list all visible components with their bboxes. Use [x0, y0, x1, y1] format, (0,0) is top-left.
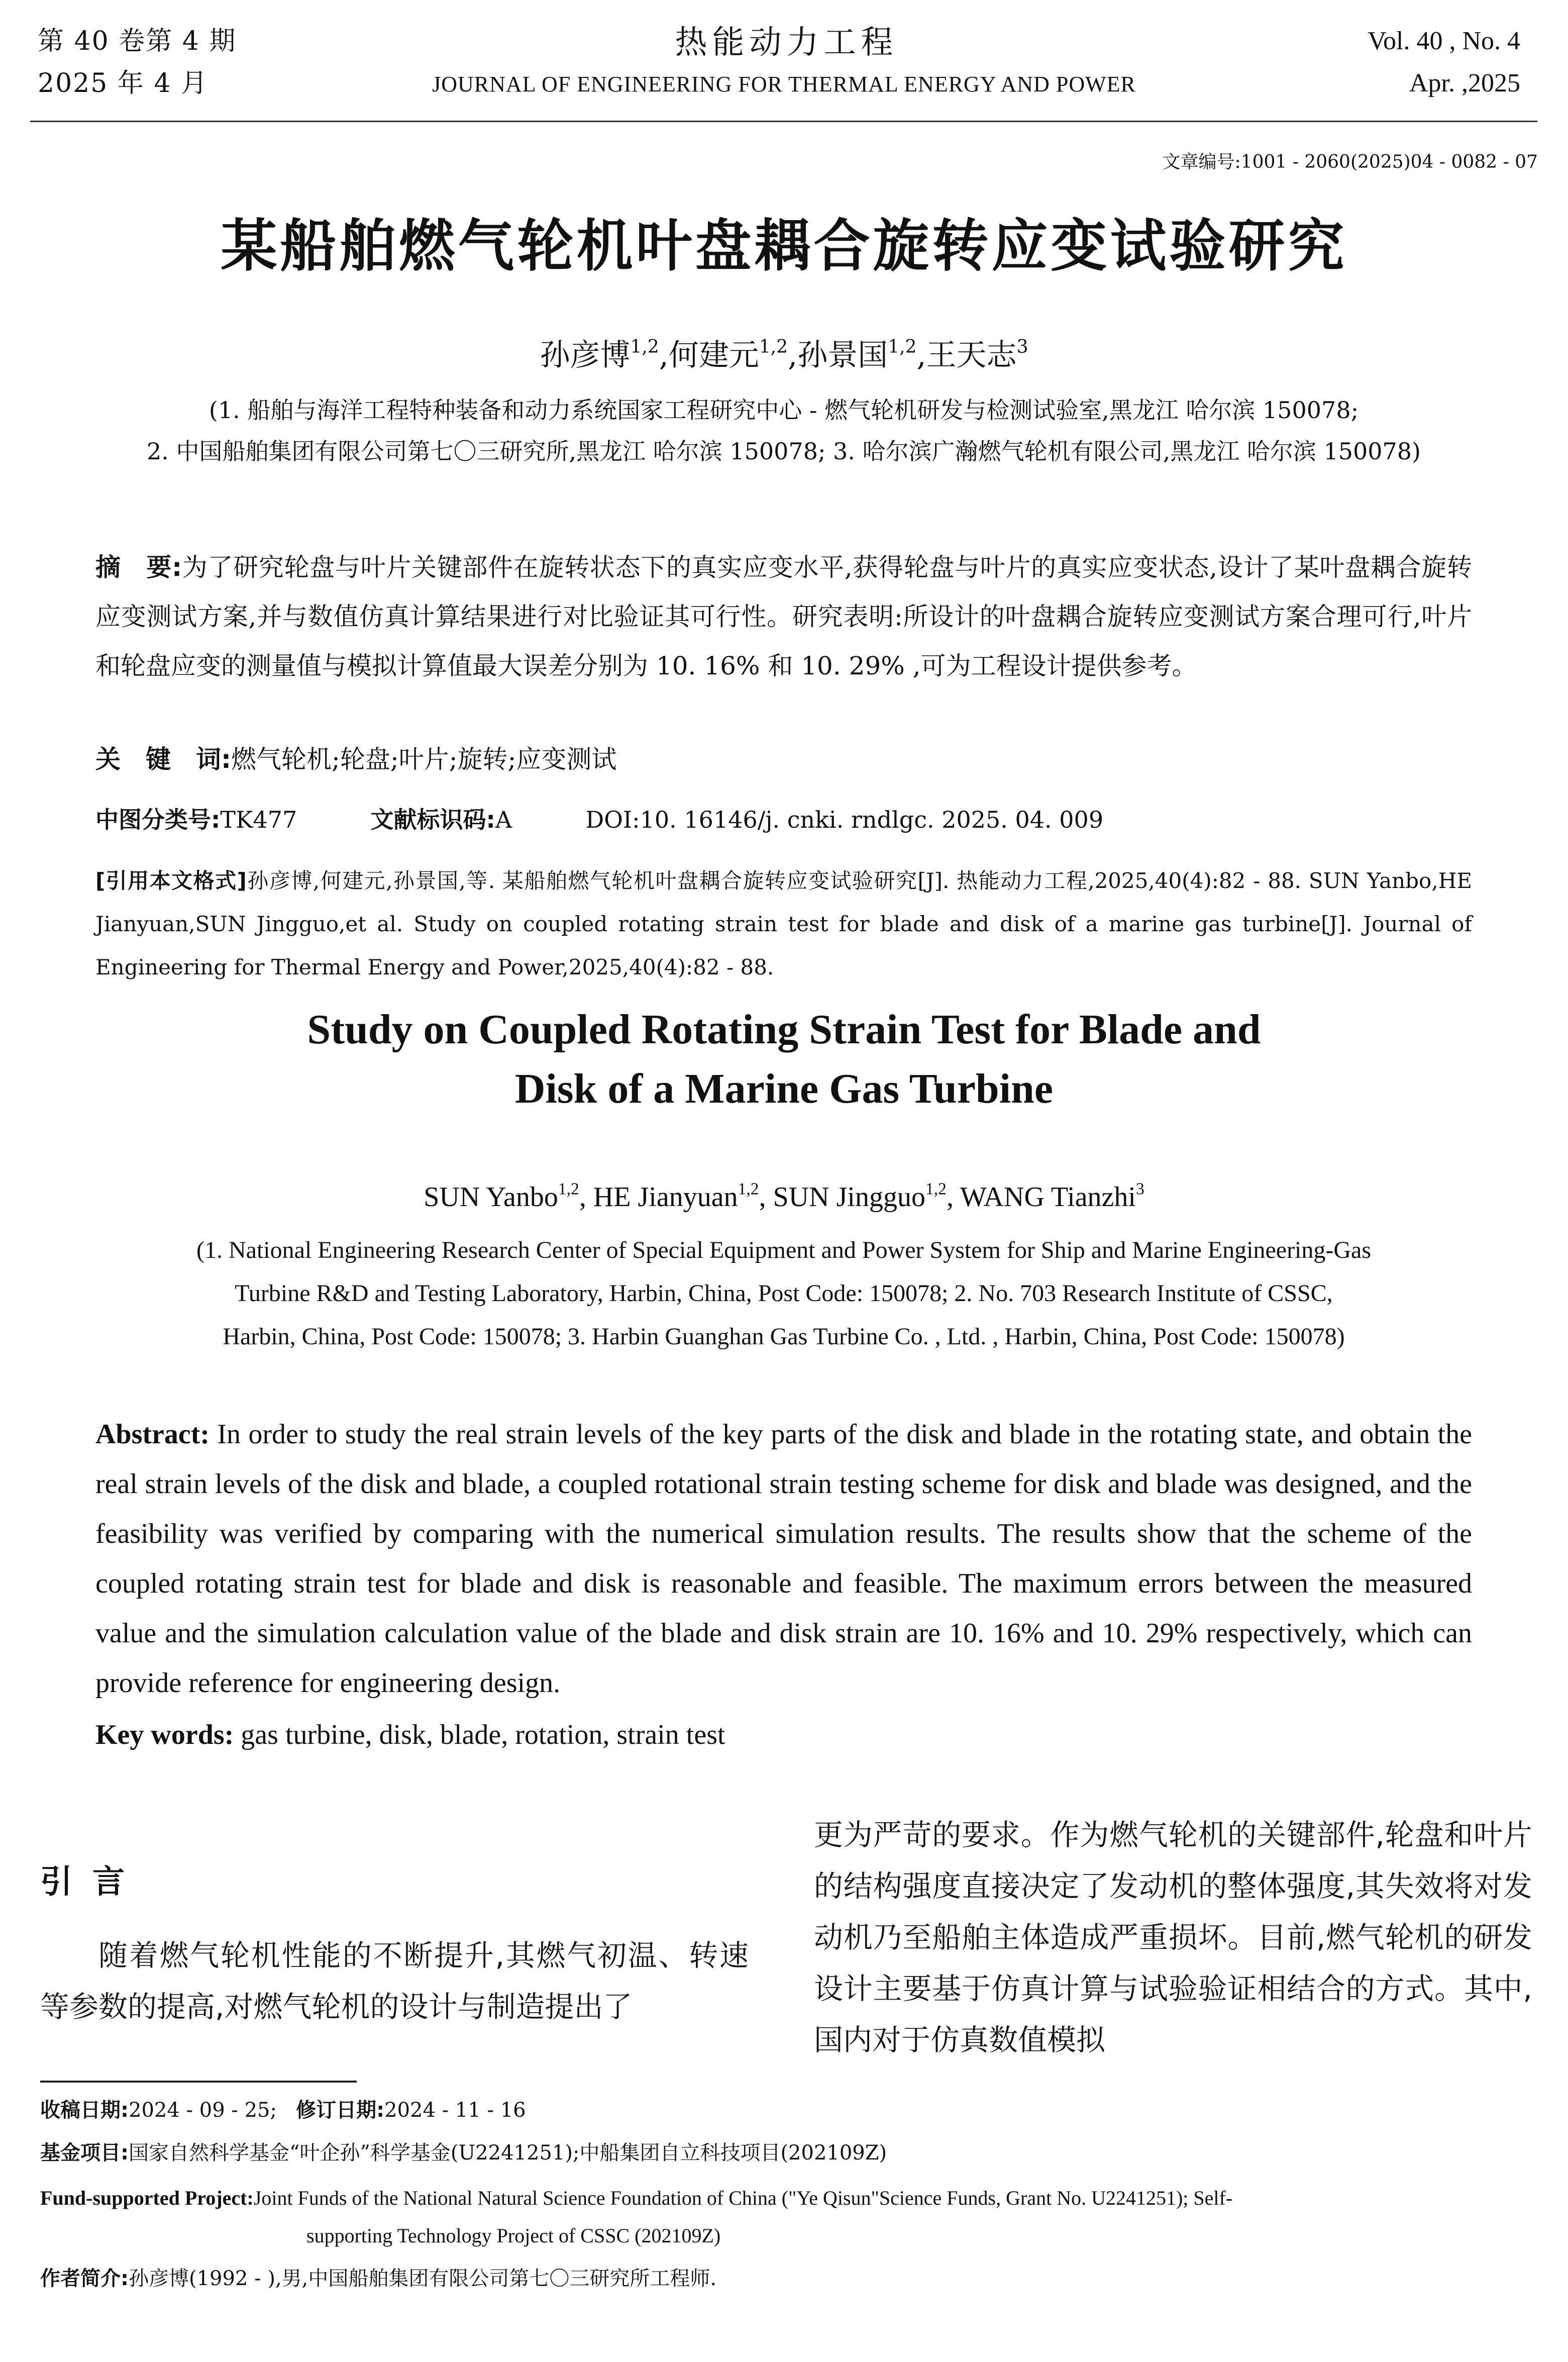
issue-volume: 第 40 卷第 4 期	[38, 26, 237, 56]
title-cn: 某船舶燃气轮机叶盘耦合旋转应变试验研究	[221, 214, 1347, 279]
footnote-rule	[40, 2081, 357, 2083]
author-separator: ,	[916, 338, 926, 373]
author-separator: ,	[946, 1182, 960, 1213]
abstract-cn-text: 为了研究轮盘与叶片关键部件在旋转状态下的真实应变水平,获得轮盘与叶片的真实应变状态,设计了某叶盘耦合旋转应变测试方案,并与数值仿真计算结果进行对比验证其可行性。研究表明:所设计的叶盘耦合旋转应变测试方案合理可行,叶片和轮盘应变的测量值与模拟计算值最大误差分别为 10. 16% 和 10. 29% ,可为工程设计提供参考。	[95, 553, 1472, 680]
journal-name-cn	[0, 20, 1568, 65]
author-affil-mark: 1,2	[738, 1179, 759, 1199]
doi: DOI:10. 16146/j. cnki. rndlgc. 2025. 04. 009	[585, 806, 1104, 833]
author-name: SUN Jingguo	[773, 1182, 925, 1213]
journal-char: 力	[786, 24, 819, 61]
affiliation-line: 2. 中国船舶集团有限公司第七〇三研究所,黑龙江 哈尔滨 150078; 3. 哈尔滨广瀚燃气轮机有限公司,黑龙江 哈尔滨 150078)	[146, 438, 1421, 465]
affiliation-line: (1. National Engineering Research Center of Special Equipment and Power System for Ship and Marine Engineering-Gas	[196, 1237, 1372, 1263]
keywords-en	[95, 1714, 725, 1756]
journal-char: 程	[861, 24, 893, 61]
doc-code-value: A	[495, 806, 512, 833]
author-bio-label: 作者简介:	[40, 2267, 129, 2290]
author-name: 孙景国	[797, 338, 888, 373]
author-name: WANG Tianzhi	[960, 1182, 1136, 1213]
abstract-en-label: Abstract:	[95, 1419, 210, 1450]
volume-number: Vol. 40 , No. 4	[1368, 27, 1520, 55]
journal-char: 动	[749, 24, 782, 61]
article-number: 文章编号:1001 - 2060(2025)04 - 0082 - 07	[1162, 152, 1538, 172]
title-en-line: Disk of a Marine Gas Turbine	[514, 1065, 1054, 1112]
author-affil-mark: 1,2	[558, 1179, 579, 1199]
author-name: SUN Yanbo	[424, 1182, 558, 1213]
citation-text: 孙彦博,何建元,孙景国,等. 某船舶燃气轮机叶盘耦合旋转应变试验研究[J]. 热能动力工程,2025,40(4):82 - 88. SUN Yanbo,HE Jianyuan,SUN Jingguo,et al. Study on coupled rotating strain test for blade and disk of a marine gas turbine[J]. Journal of Engineering for Thermal Energy and Power,2025,40(4):82 - 88.	[95, 868, 1472, 979]
author-bio-text: 孙彦博(1992 - ),男,中国船舶集团有限公司第七〇三研究所工程师.	[129, 2267, 717, 2290]
citation	[95, 859, 1472, 989]
title-en-line: Study on Coupled Rotating Strain Test for Blade and	[307, 1006, 1261, 1053]
journal-char: 热	[675, 24, 707, 61]
revised-label: 修订日期:	[296, 2099, 385, 2122]
citation-label: [引用本文格式]	[95, 868, 247, 893]
fund-cn-label: 基金项目:	[40, 2141, 129, 2164]
author-name: 何建元	[668, 338, 759, 373]
keywords-en-text: gas turbine, disk, blade, rotation, strain test	[241, 1719, 725, 1750]
title-en	[0, 1000, 1568, 1119]
fund-cn-text: 国家自然科学基金“叶企孙”科学基金(U2241251);中船集团自立科技项目(202109Z)	[129, 2141, 887, 2164]
authors-cn	[0, 334, 1568, 376]
keywords-cn-text: 燃气轮机;轮盘;叶片;旋转;应变测试	[231, 745, 617, 774]
footnote-fund-en-cont: supporting Technology Project of CSSC (202109Z)	[306, 2224, 721, 2247]
author-separator: ,	[659, 338, 669, 373]
keywords-en-label: Key words:	[95, 1719, 234, 1750]
issue-date: 2025 年 4 月	[38, 68, 208, 99]
body-text-right: 更为严苛的要求。作为燃气轮机的关键部件,轮盘和叶片的结构强度直接决定了发动机的整体强度,其失效将对发动机乃至船舶主体造成严重损坏。目前,燃气轮机的研发设计主要基于仿真计算与试验验证相结合的方式。其中,国内对于仿真数值模拟	[814, 1818, 1532, 2057]
keywords-cn-label: 关 键 词:	[95, 745, 231, 774]
abstract-en	[95, 1410, 1472, 1708]
footnote-fund-en	[40, 2181, 1537, 2215]
author-affil-mark: 1,2	[888, 336, 917, 357]
author-affil-mark: 1,2	[759, 336, 788, 357]
author-name: HE Jianyuan	[593, 1182, 738, 1213]
author-affil-mark: 3	[1135, 1179, 1144, 1199]
author-separator: ,	[788, 338, 798, 373]
authors-en	[0, 1176, 1568, 1218]
fund-en-label: Fund-supported Project:	[40, 2187, 254, 2209]
clc-value: TK477	[220, 806, 297, 833]
revised-date: 2024 - 11 - 16	[384, 2099, 526, 2122]
received-date: 2024 - 09 - 25;	[129, 2099, 277, 2122]
doc-code-label: 文献标识码:	[370, 806, 495, 833]
abstract-cn-label: 摘 要:	[95, 553, 182, 582]
received-label: 收稿日期:	[40, 2099, 129, 2122]
classification-line	[95, 802, 1103, 838]
author-name: 王天志	[926, 338, 1017, 373]
affiliation-line: (1. 船舶与海洋工程特种装备和动力系统国家工程研究中心 - 燃气轮机研发与检测试验室,黑龙江 哈尔滨 150078;	[208, 397, 1359, 424]
affiliations-en	[75, 1229, 1492, 1358]
author-name: 孙彦博	[540, 338, 631, 373]
journal-char: 工	[823, 24, 856, 61]
author-separator: ,	[759, 1182, 773, 1213]
journal-name-en: JOURNAL OF ENGINEERING FOR THERMAL ENERGY AND POWER	[432, 72, 1136, 96]
author-affil-mark: 1,2	[630, 336, 659, 357]
affiliations-cn	[20, 389, 1547, 472]
section-heading: 引言	[40, 1863, 145, 1901]
footnote-fund-cn	[40, 2136, 1537, 2170]
author-affil-mark: 1,2	[925, 1179, 947, 1199]
author-affil-mark: 3	[1016, 336, 1028, 357]
footnote-author	[40, 2261, 1537, 2296]
volume-info	[1368, 20, 1520, 105]
abstract-cn	[95, 543, 1472, 691]
affiliation-line: Harbin, China, Post Code: 150078; 3. Harbin Guanghan Gas Turbine Co. , Ltd. , Harbin, China, Post Code: 150078)	[223, 1323, 1345, 1350]
header-rule	[30, 121, 1537, 122]
affiliation-line: Turbine R&D and Testing Laboratory, Harbin, China, Post Code: 150078; 2. No. 703 Research Institute of CSSC,	[235, 1280, 1333, 1307]
abstract-en-text: In order to study the real strain levels of the key parts of the disk and blade in the rotating state, and obtain the real strain levels of the disk and blade, a coupled rotational strain testing scheme for disk and blade was designed, and the feasibility was verified by comparing with the numerical simulation results. The results show that the scheme of the coupled rotating strain test for blade and disk is reasonable and feasible. The maximum errors between the measured value and the simulation calculation value of the blade and disk strain are 10. 16% and 10. 29% respectively, which can provide reference for engineering design.	[95, 1419, 1473, 1699]
fund-en-text: Joint Funds of the National Natural Science Foundation of China ("Ye Qisun"Science Funds, Grant No. U2241251); Self-	[253, 2187, 1233, 2209]
footnote-dates	[40, 2093, 1537, 2127]
body-text-left: 随着燃气轮机性能的不断提升,其燃气初温、转速等参数的提高,对燃气轮机的设计与制造提出了	[40, 1938, 749, 2024]
journal-char: 能	[712, 24, 745, 61]
author-separator: ,	[579, 1182, 593, 1213]
keywords-cn	[95, 741, 616, 777]
volume-date: Apr. ,2025	[1409, 69, 1520, 97]
clc-label: 中图分类号:	[95, 806, 221, 833]
